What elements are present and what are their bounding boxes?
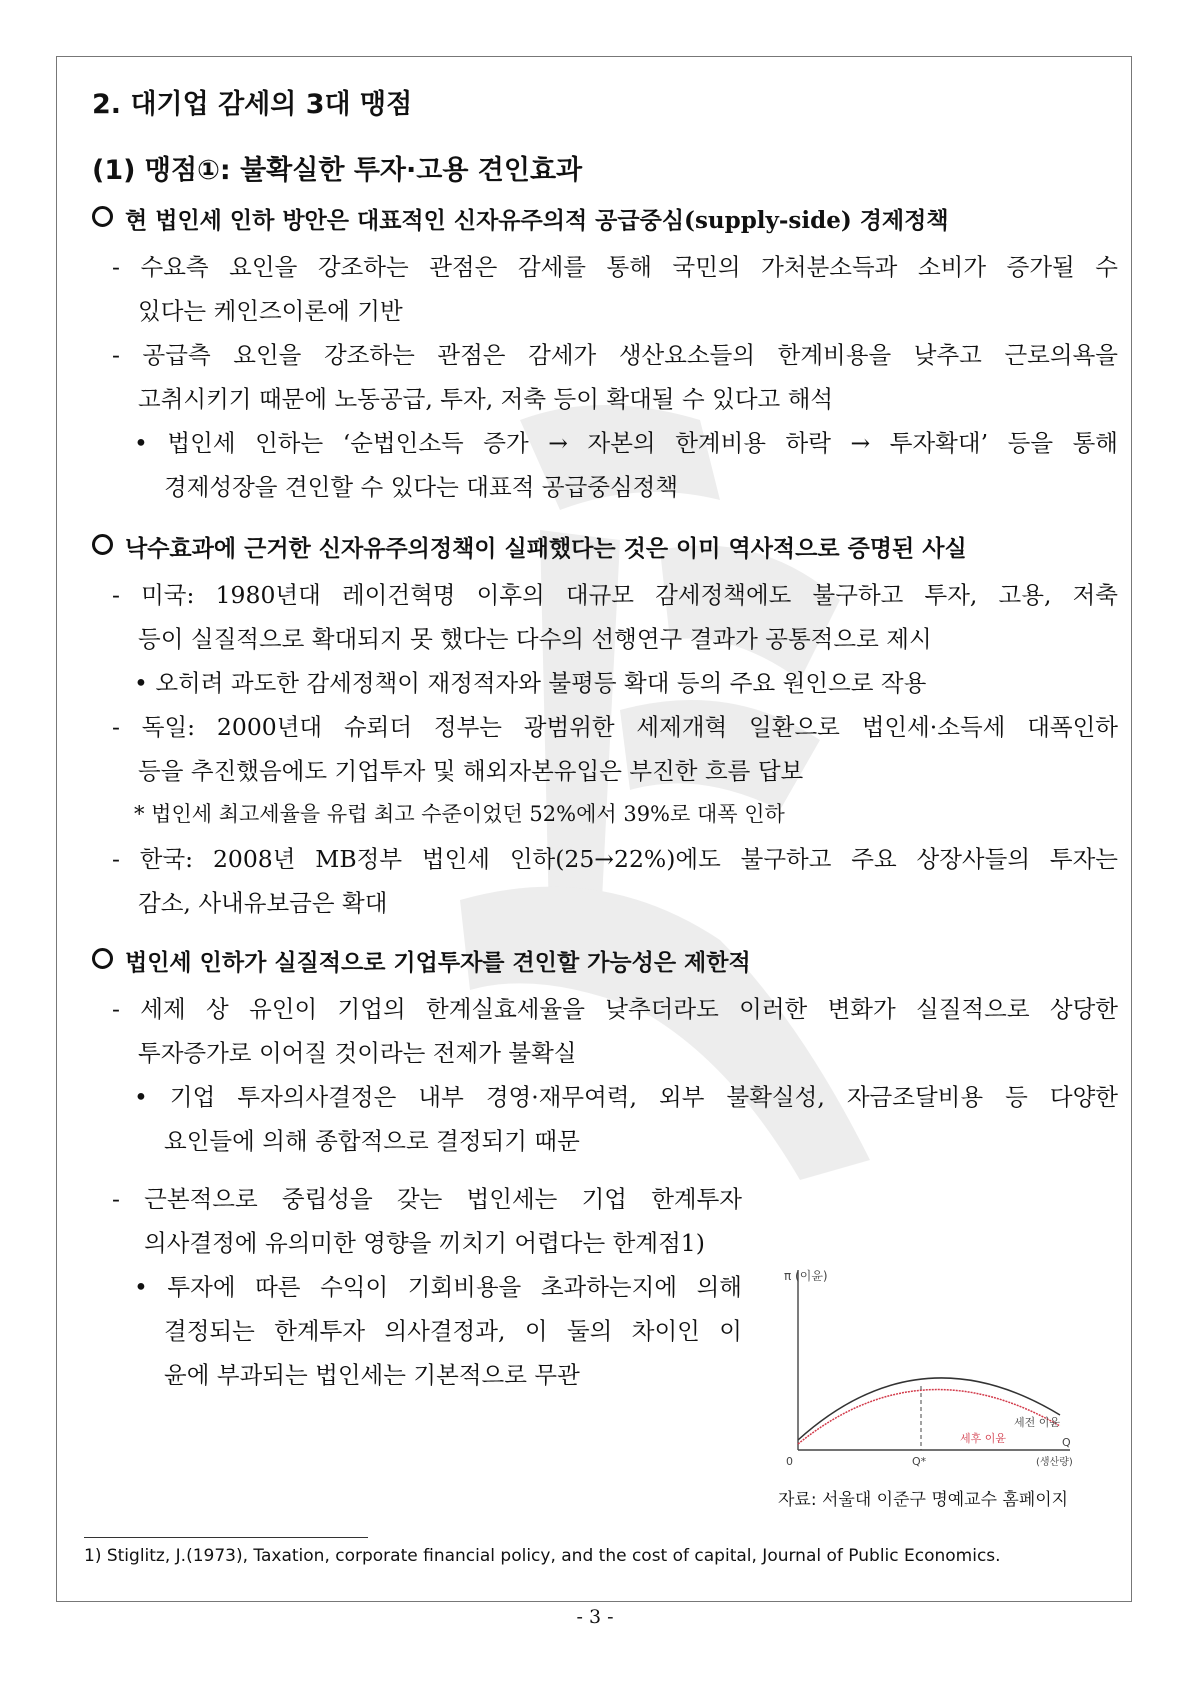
figure-caption: 자료: 서울대 이준구 명예교수 홈페이지: [778, 1490, 1069, 1510]
text-line: - 독일: 2000년대 슈뢰더 정부는 광범위한 세제개혁 일환으로 법인세·소득세 대폭인하: [112, 713, 1118, 741]
q-star-label: Q*: [912, 1455, 927, 1468]
section-heading: 2. 대기업 감세의 3대 맹점: [92, 89, 413, 120]
text-line: - 한국: 2008년 MB정부 법인세 인하(25→22%)에도 불구하고 주요 상장사들의 투자는: [112, 845, 1118, 873]
pre-tax-label: 세전 이윤: [1014, 1416, 1061, 1429]
text-line: - 세제 상 유인이 기업의 한계실효세율을 낮추더라도 이러한 변화가 실질적으로 상당한: [112, 995, 1118, 1023]
text-line: 투자증가로 이어질 것이라는 전제가 불확실: [138, 1039, 577, 1067]
circle-bullet-icon: [92, 206, 113, 227]
text-line: 등이 실질적으로 확대되지 못 했다는 다수의 선행연구 결과가 공통적으로 제시: [138, 625, 932, 653]
text-line: 고취시키기 때문에 노동공급, 투자, 저축 등이 확대될 수 있다고 해석: [138, 385, 834, 413]
text-line: 요인들에 의해 종합적으로 결정되기 때문: [164, 1127, 580, 1155]
profit-curve-figure: [770, 1250, 1110, 1480]
text-line: • 오히려 과도한 감세정책이 재정적자와 불평등 확대 등의 주요 원인으로 작용: [134, 669, 927, 697]
text-line: - 미국: 1980년대 레이건혁명 이후의 대규모 감세정책에도 불구하고 투자, 고용, 저축: [112, 581, 1118, 609]
section-title-3: 법인세 인하가 실질적으로 기업투자를 견인할 가능성은 제한적: [92, 944, 751, 977]
text-line: 등을 추진했음에도 기업투자 및 해외자본유입은 부진한 흐름 답보: [138, 757, 804, 785]
text-line: • 법인세 인하는 ‘순법인소득 증가 → 자본의 한계비용 하락 → 투자확대’ 등을 통해: [134, 429, 1118, 457]
q-label: Q: [1062, 1436, 1071, 1449]
circle-bullet-icon: [92, 948, 113, 969]
after-tax-label: 세후 이윤: [960, 1432, 1007, 1445]
text-line: • 투자에 따른 수익이 기회비용을 초과하는지에 의해: [134, 1273, 742, 1301]
text-line: 결정되는 한계투자 의사결정과, 이 둘의 차이인 이: [164, 1317, 742, 1345]
circle-bullet-icon: [92, 534, 113, 555]
pre-tax-profit-curve: [798, 1378, 1060, 1440]
section-title-1: 현 법인세 인하 방안은 대표적인 신자유주의적 공급중심(supply-side) 경제정책: [92, 202, 949, 235]
section-title-2: 낙수효과에 근거한 신자유주의정책이 실패했다는 것은 이미 역사적으로 증명된 사실: [92, 530, 967, 563]
text-line: 있다는 케인즈이론에 기반: [138, 297, 403, 325]
text-line: - 공급측 요인을 강조하는 관점은 감세가 생산요소들의 한계비용을 낮추고 근로의욕을: [112, 341, 1118, 369]
text-line: • 기업 투자의사결정은 내부 경영·재무여력, 외부 불확실성, 자금조달비용 등 다양한: [134, 1083, 1118, 1111]
subsection-heading: (1) 맹점①: 불확실한 투자·고용 견인효과: [92, 155, 583, 186]
y-axis-label: π (이윤): [784, 1269, 828, 1283]
origin-label: 0: [786, 1455, 793, 1468]
text-line: 윤에 부과되는 법인세는 기본적으로 무관: [164, 1361, 580, 1389]
text-line: 경제성장을 견인할 수 있다는 대표적 공급중심정책: [164, 473, 679, 501]
footnote: 1) Stiglitz, J.(1973), Taxation, corporate financial policy, and the cost of capital, Journal of Public Economics.: [84, 1546, 1001, 1566]
x-axis-label: (생산량): [1036, 1457, 1073, 1468]
text-line: 감소, 사내유보금은 확대: [138, 889, 388, 917]
page-number: - 3 -: [576, 1606, 614, 1628]
text-line: - 수요측 요인을 강조하는 관점은 감세를 통해 국민의 가처분소득과 소비가 증가될 수: [112, 253, 1118, 281]
footnote-rule: [84, 1537, 368, 1538]
watermark-calligraphy: [400, 380, 880, 1200]
text-line: - 근본적으로 중립성을 갖는 법인세는 기업 한계투자: [112, 1185, 742, 1213]
note-line: * 법인세 최고세율을 유럽 최고 수준이었던 52%에서 39%로 대폭 인하: [134, 802, 785, 826]
text-line: 의사결정에 유의미한 영향을 끼치기 어렵다는 한계점1): [144, 1229, 705, 1257]
